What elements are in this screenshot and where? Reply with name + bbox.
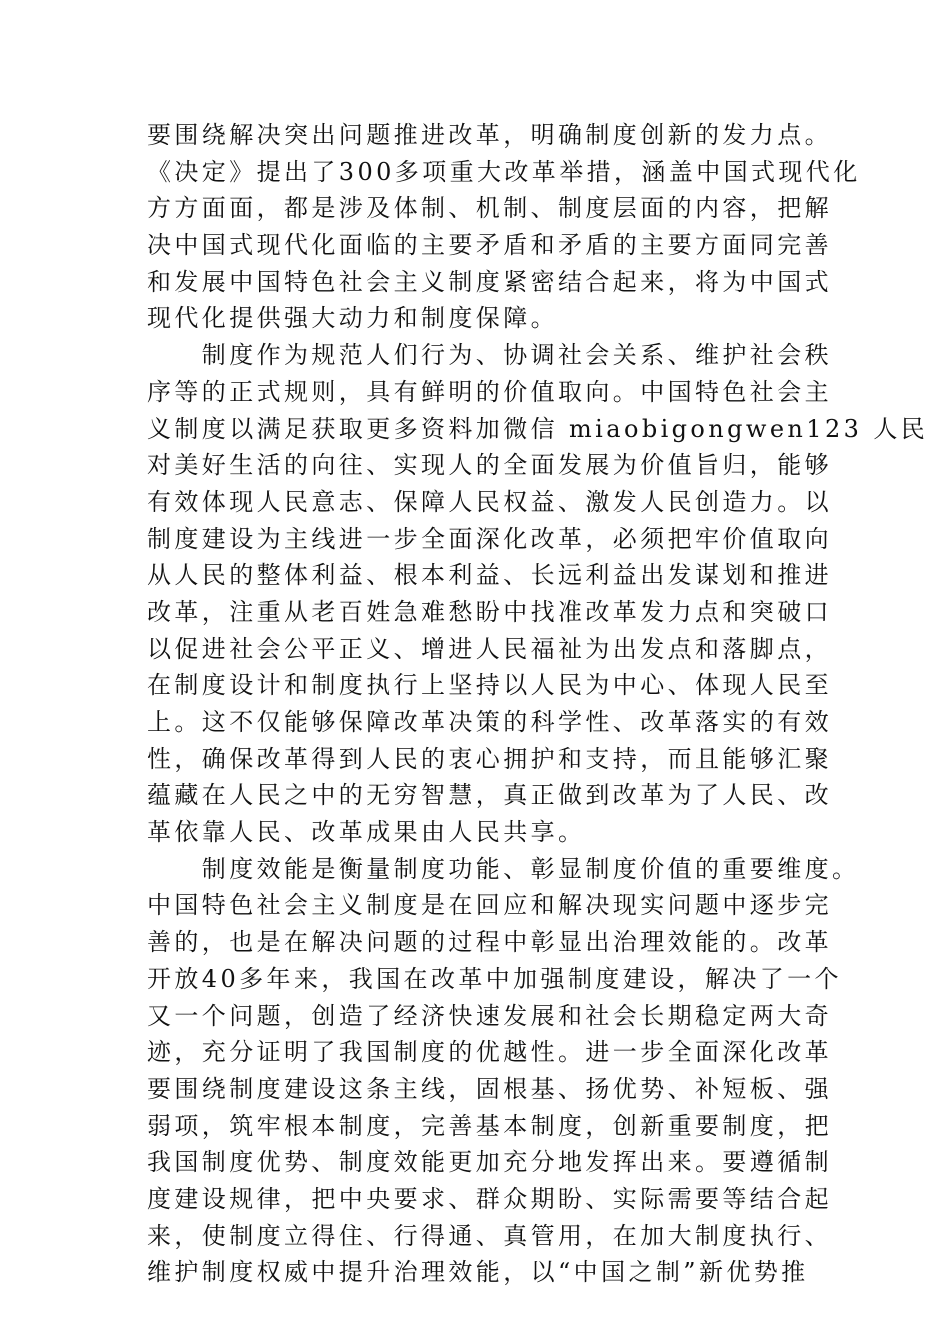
text-line: 从人民的整体利益、根本利益、长远利益出发谋划和推进 [147, 561, 832, 590]
text-line: 中国特色社会主义制度是在回应和解决现实问题中逐步完 [147, 891, 832, 920]
text-line: 善的，也是在解决问题的过程中彰显出治理效能的。改革 [147, 928, 832, 957]
text-line: 蕴藏在人民之中的无穷智慧，真正做到改革为了人民、改 [147, 781, 832, 810]
text-line: 有效体现人民意志、保障人民权益、激发人民创造力。以 [147, 487, 832, 516]
text-line: 迹，充分证明了我国制度的优越性。进一步全面深化改革 [147, 1038, 832, 1067]
text-line: 革依靠人民、改革成果由人民共享。 [147, 818, 586, 847]
text-line: 性，确保改革得到人民的衷心拥护和支持，而且能够汇聚 [147, 744, 832, 773]
text-line: 方方面面，都是涉及体制、机制、制度层面的内容，把解 [147, 194, 832, 223]
text-line: 现代化提供强大动力和制度保障。 [147, 304, 558, 333]
text-line: 《决定》提出了300多项重大改革举措，涵盖中国式现代化 [147, 157, 861, 186]
text-line: 弱项，筑牢根本制度，完善基本制度，创新重要制度，把 [147, 1111, 832, 1140]
body-text [147, 117, 929, 1291]
text-line: 和发展中国特色社会主义制度紧密结合起来，将为中国式 [147, 267, 832, 296]
text-line: 又一个问题，创造了经济快速发展和社会长期稳定两大奇 [147, 1001, 832, 1030]
text-line: 上。这不仅能够保障改革决策的科学性、改革落实的有效 [147, 708, 832, 736]
text-line: 制度效能是衡量制度功能、彰显制度价值的重要维度。 [147, 854, 860, 883]
text-line: 在制度设计和制度执行上坚持以人民为中心、体现人民至 [147, 671, 832, 700]
text-line: 序等的正式规则，具有鲜明的价值取向。中国特色社会主 [147, 377, 832, 406]
text-line: 以促进社会公平正义、增进人民福祉为出发点和落脚点， [147, 634, 832, 663]
text-line: 制度建设为主线进一步全面深化改革，必须把牢价值取向 [147, 524, 832, 553]
text-line: 要围绕解决突出问题推进改革，明确制度创新的发力点。 [147, 121, 832, 149]
text-line: 决中国式现代化面临的主要矛盾和矛盾的主要方面同完善 [147, 231, 832, 260]
text-line: 改革，注重从老百姓急难愁盼中找准改革发力点和突破口 [147, 597, 832, 626]
text-line: 来，使制度立得住、行得通、真管用，在加大制度执行、 [147, 1221, 832, 1250]
text-line: 义制度以满足获取更多资料加微信 miaobigongwen123 人民 [147, 414, 929, 443]
text-line: 度建设规律，把中央要求、群众期盼、实际需要等结合起 [147, 1184, 832, 1213]
text-line: 维护制度权威中提升治理效能，以“中国之制”新优势推 [147, 1258, 809, 1287]
text-line: 对美好生活的向往、实现人的全面发展为价值旨归，能够 [147, 451, 832, 480]
text-line: 开放40多年来，我国在改革中加强制度建设，解决了一个 [147, 964, 842, 993]
text-line: 制度作为规范人们行为、协调社会关系、维护社会秩 [147, 341, 832, 370]
text-line: 要围绕制度建设这条主线，固根基、扬优势、补短板、强 [147, 1074, 832, 1103]
text-line: 我国制度优势、制度效能更加充分地发挥出来。要遵循制 [147, 1148, 832, 1177]
